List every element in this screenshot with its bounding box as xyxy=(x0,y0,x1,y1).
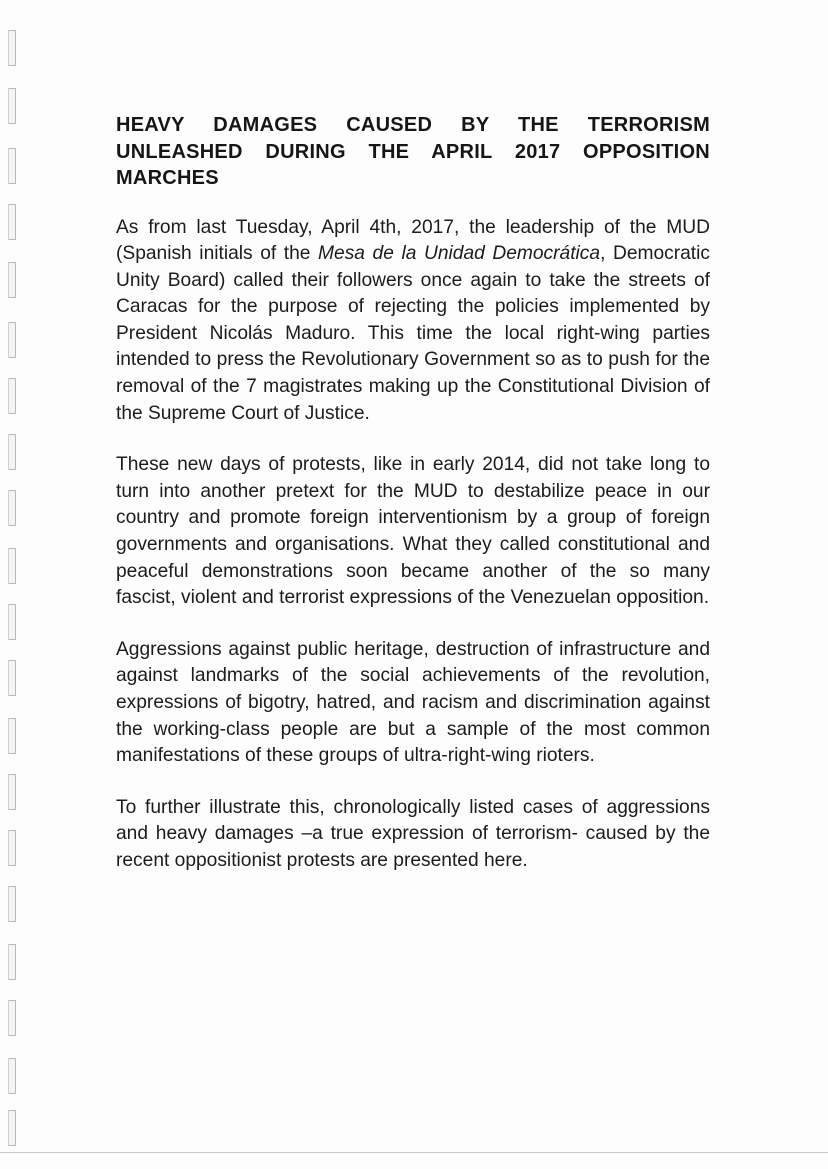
punch-mark xyxy=(8,886,16,922)
binder-punch-marks xyxy=(8,30,20,1150)
punch-mark xyxy=(8,204,16,240)
punch-mark xyxy=(8,30,16,66)
punch-mark xyxy=(8,1058,16,1094)
title-line-1: HEAVY DAMAGES CAUSED BY THE TERRORISM xyxy=(116,114,710,136)
punch-mark xyxy=(8,322,16,358)
paragraph-1-start: As from last Tuesday, April 4th, 2017, the leadership of the MUD (Spanish initials of the xyxy=(116,216,710,265)
paragraph-1 xyxy=(116,215,710,428)
paragraph-4: To further illustrate this, chronologically listed cases of aggressions and heavy damages –a true expression of terrorism- caused by the recent oppositionist protests are presented here. xyxy=(116,796,710,871)
punch-mark xyxy=(8,148,16,184)
punch-mark xyxy=(8,830,16,866)
punch-mark xyxy=(8,1110,16,1146)
punch-mark xyxy=(8,548,16,584)
document-title xyxy=(116,112,710,192)
punch-mark xyxy=(8,944,16,980)
punch-mark xyxy=(8,434,16,470)
punch-mark xyxy=(8,490,16,526)
punch-mark xyxy=(8,660,16,696)
punch-mark xyxy=(8,604,16,640)
document-body xyxy=(116,112,710,900)
paragraph-1-end: , Democratic Unity Board) called their followers once again to take the streets of Caracas for the purpose of rejecting the policies implemented by President Nicolás Maduro. This time the local right-wing parties intended to press the Revolutionary Government so as to push for the removal of the 7 magistrates making up the Constitutional Division of the Supreme Court of Justice. xyxy=(116,243,710,424)
paragraph-3: Aggressions against public heritage, destruction of infrastructure and against landmarks of the social achievements of the revolution, expressions of bigotry, hatred, and racism and discrimination against the working-class people are but a sample of the most common manifestations of these groups of ultra-right-wing rioters. xyxy=(116,638,710,767)
punch-mark xyxy=(8,718,16,754)
title-line-3: MARCHES xyxy=(116,167,219,189)
page-bottom-rule xyxy=(0,1152,828,1153)
punch-mark xyxy=(8,262,16,298)
paragraph-1-italic-term: Mesa de la Unidad Democrática xyxy=(318,243,601,265)
paragraph-2: These new days of protests, like in early 2014, did not take long to turn into another pretext for the MUD to destabilize peace in our country and promote foreign interventionism by a group of foreign governments and organisations. What they called constitutional and peaceful demonstrations soon became another of the so many fascist, violent and terrorist expressions of the Venezuelan opposition. xyxy=(116,454,710,609)
punch-mark xyxy=(8,378,16,414)
title-line-2: UNLEASHED DURING THE APRIL 2017 OPPOSITION xyxy=(116,140,710,163)
punch-mark xyxy=(8,88,16,124)
punch-mark xyxy=(8,1000,16,1036)
punch-mark xyxy=(8,774,16,810)
